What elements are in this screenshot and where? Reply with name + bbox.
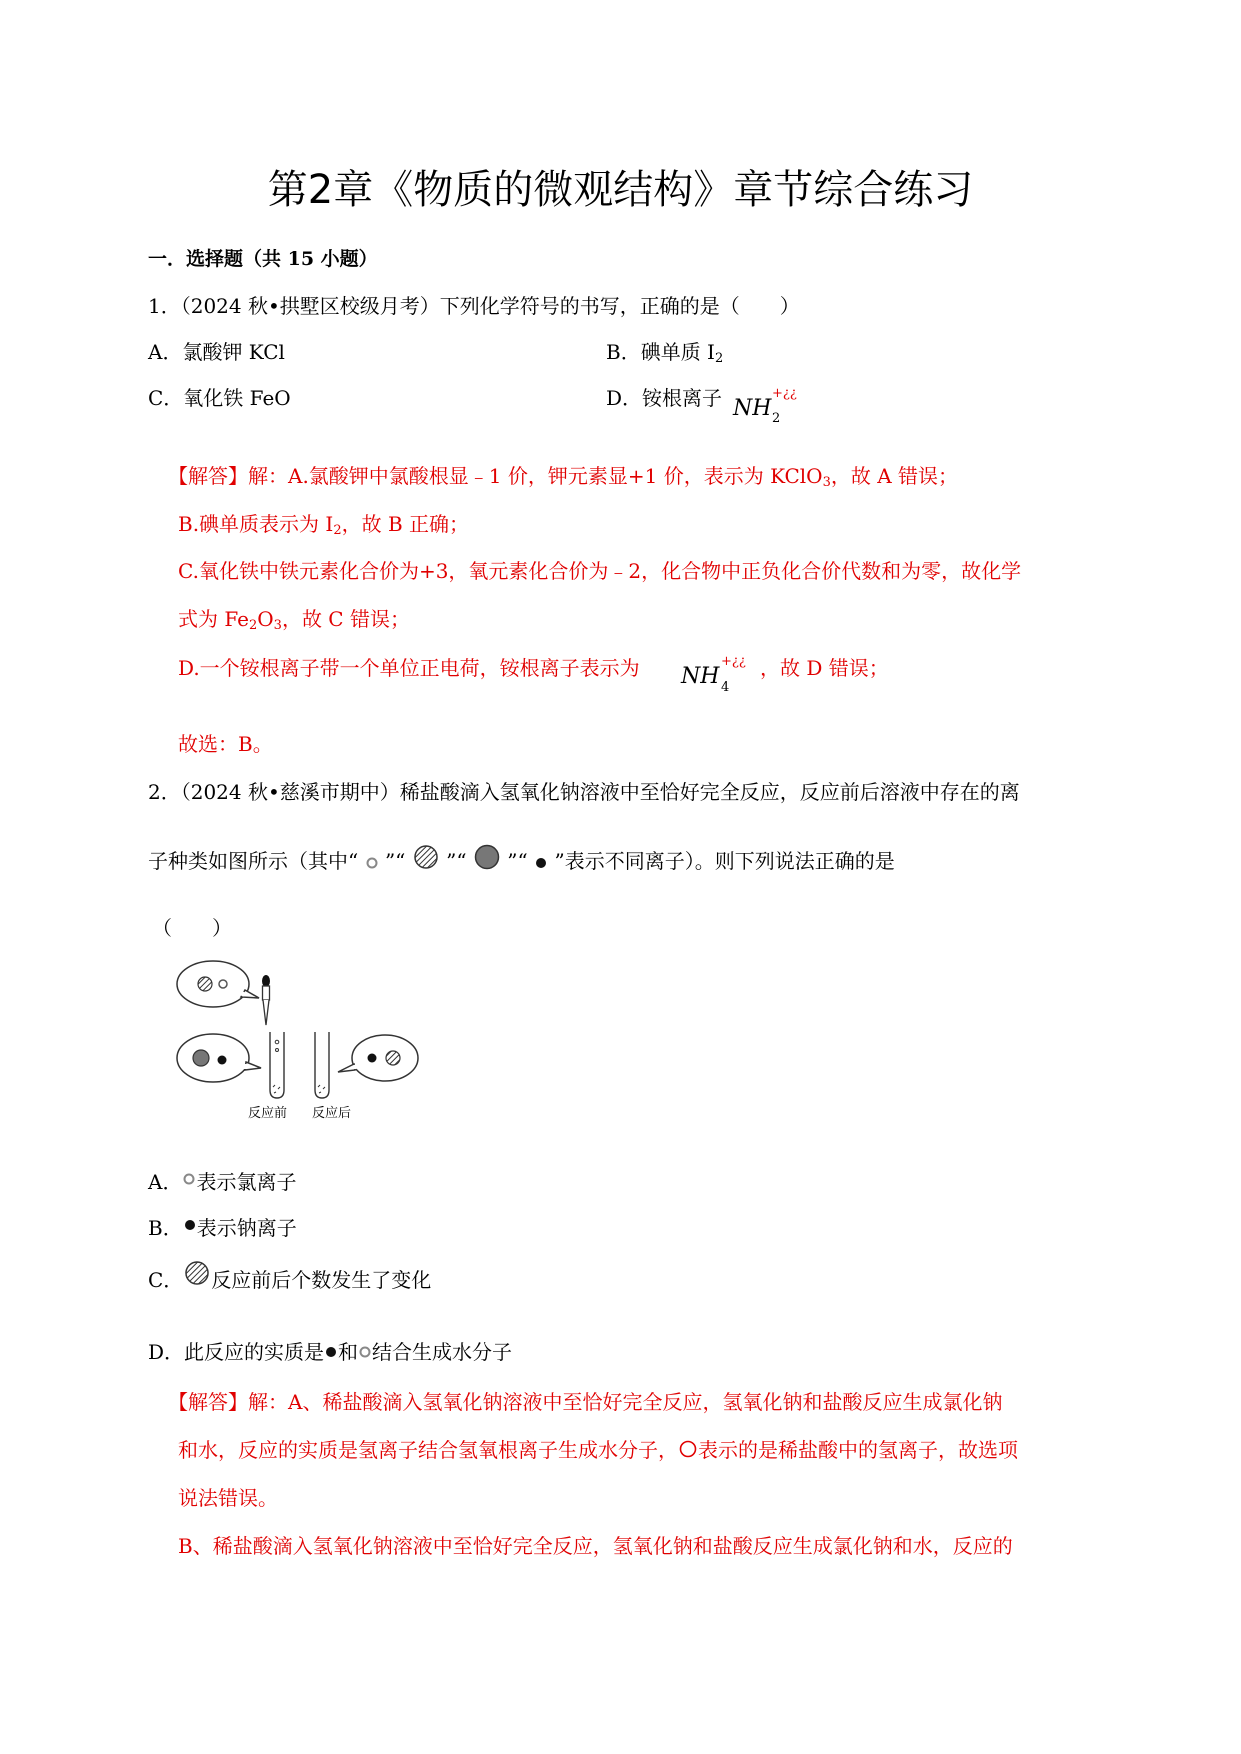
option-a-text: 表示氯离子 bbox=[196, 1170, 297, 1194]
q2-reaction-diagram bbox=[175, 950, 425, 1125]
option-a-prefix: A． bbox=[148, 1170, 183, 1194]
option-c-text: 反应前后个数发生了变化 bbox=[211, 1268, 432, 1292]
answer-a-tail: ，故 A 错误； bbox=[830, 464, 959, 488]
answer-b-sub: 2 bbox=[333, 523, 342, 538]
q1-answer-b bbox=[178, 508, 469, 538]
small-ring-ion-icon bbox=[182, 1172, 196, 1186]
section-heading: 一．选择题（共 15 小题） bbox=[148, 248, 378, 270]
q2-answer-paren: （ ） bbox=[152, 916, 232, 940]
q1-option-b-text: B．碘单质 I bbox=[606, 340, 715, 364]
answer-a-sub: 3 bbox=[822, 475, 831, 490]
small-black-ion-icon bbox=[183, 1218, 197, 1232]
q1-option-d[interactable] bbox=[606, 382, 722, 411]
q2-answer-a-line2 bbox=[178, 1434, 1018, 1463]
small-black-ion-icon bbox=[534, 856, 548, 870]
answer-b-tail: ，故 B 正确； bbox=[341, 512, 470, 536]
answer-c-sub1: 2 bbox=[248, 618, 258, 633]
option-d-text: 结合生成水分子 bbox=[372, 1340, 513, 1364]
label-before-reaction: 反应前 bbox=[248, 1106, 288, 1121]
answer-a2-text: 和水，反应的实质是氢离子结合氢氧根离子生成水分子， bbox=[178, 1438, 678, 1462]
q2-option-c[interactable] bbox=[148, 1264, 431, 1293]
answer-d-text: D.一个铵根离子带一个单位正电荷，铵根离子表示为 bbox=[178, 656, 640, 680]
q1-answer-d-tail: ，故 D 错误； bbox=[760, 656, 889, 680]
q1-option-b[interactable] bbox=[606, 336, 723, 366]
answer-a2-tail: 表示的是稀盐酸中的氢离子，故选项 bbox=[698, 1438, 1018, 1462]
label-after-reaction: 反应后 bbox=[312, 1106, 352, 1121]
q1-option-d-text: D．铵根离子 bbox=[606, 386, 723, 410]
page-title: 第2章《物质的微观结构》章节综合练习 bbox=[267, 167, 974, 213]
q2-option-d[interactable] bbox=[148, 1336, 512, 1365]
q1-option-c[interactable]: C．氧化铁 FeO bbox=[148, 386, 291, 410]
small-ring-ion-icon bbox=[365, 856, 379, 870]
option-b-text: 表示钠离子 bbox=[196, 1216, 297, 1240]
before-ion-bubble bbox=[177, 1034, 261, 1082]
formula-nh: NH bbox=[733, 396, 772, 421]
q2-option-a[interactable] bbox=[148, 1166, 296, 1195]
formula-nh: NH bbox=[681, 664, 720, 689]
formula-superscript: +¿¿ bbox=[721, 654, 746, 669]
q1-answer-a bbox=[168, 460, 958, 490]
answer-b-text: B.碘单质表示为 I bbox=[178, 512, 334, 536]
quote-sep: ”“ bbox=[446, 849, 467, 873]
after-ion-bubble bbox=[338, 1035, 418, 1081]
stem-text: 子种类如图所示（其中“ bbox=[148, 849, 359, 873]
formula-subscript: 4 bbox=[721, 680, 730, 695]
q1-answer-c-line1: C.氧化铁中铁元素化合价为+3，氧元素化合价为﹣2，化合物中正负化合价代数和为零，故化学 bbox=[178, 559, 1022, 583]
stem-text-tail: ”表示不同离子）。则下列说法正确的是 bbox=[554, 849, 895, 873]
answer-tag: 【解答】 bbox=[168, 1390, 248, 1414]
dropper-ion-bubble bbox=[177, 961, 259, 1007]
small-ring-ion-icon bbox=[358, 1345, 372, 1359]
option-d-prefix: D．此反应的实质是 bbox=[148, 1340, 325, 1364]
q2-stem-line2 bbox=[148, 845, 895, 874]
q2-option-b[interactable] bbox=[148, 1212, 297, 1241]
option-d-and: 和 bbox=[338, 1340, 359, 1364]
large-gray-ion-icon bbox=[473, 843, 501, 871]
q1-answer-c-line2 bbox=[178, 603, 410, 633]
hatched-ion-icon bbox=[183, 1259, 211, 1287]
formula-superscript: +¿¿ bbox=[772, 386, 797, 401]
hatched-ion-icon bbox=[412, 843, 440, 871]
answer-c-o: O bbox=[257, 607, 274, 631]
quote-sep: ”“ bbox=[507, 849, 528, 873]
answer-a-text: 解：A、稀盐酸滴入氢氧化钠溶液中至恰好完全反应，氢氧化钠和盐酸反应生成氯化钠 bbox=[248, 1390, 1003, 1414]
formula-subscript: 2 bbox=[772, 411, 781, 426]
q2-answer-a-line1 bbox=[168, 1386, 1002, 1415]
q1-stem: 1．（2024 秋•拱墅区校级月考）下列化学符号的书写，正确的是（ ） bbox=[148, 294, 800, 318]
q1-option-b-subscript: 2 bbox=[714, 351, 724, 366]
q1-answer-d bbox=[178, 652, 640, 681]
option-c-prefix: C． bbox=[148, 1268, 184, 1292]
quote-sep: ”“ bbox=[384, 849, 406, 873]
answer-c-tail: ，故 C 错误； bbox=[281, 607, 410, 631]
answer-tag: 【解答】 bbox=[168, 464, 248, 488]
q2-answer-b-line1: B、稀盐酸滴入氢氧化钠溶液中至恰好完全反应，氢氧化钠和盐酸反应生成氯化钠和水，反应的 bbox=[178, 1534, 1013, 1558]
option-b-prefix: B． bbox=[148, 1216, 183, 1240]
test-tube-after bbox=[315, 1032, 329, 1098]
answer-c-text: 式为 Fe bbox=[178, 607, 249, 631]
q1-answer-choice: 故选：B。 bbox=[178, 732, 273, 756]
test-tube-before bbox=[270, 1032, 284, 1098]
answer-c-sub2: 3 bbox=[273, 618, 282, 633]
q1-option-a[interactable]: A．氯酸钾 KCl bbox=[148, 340, 285, 364]
small-black-ion-icon bbox=[324, 1345, 338, 1359]
q2-answer-a-line3: 说法错误。 bbox=[178, 1486, 278, 1510]
answer-a-text: 解：A.氯酸钾中氯酸根显﹣1 价，钾元素显+1 价，表示为 KClO bbox=[248, 464, 823, 488]
dropper bbox=[262, 975, 270, 1025]
small-ring-ion-icon bbox=[678, 1439, 698, 1459]
q2-stem-line1: 2．（2024 秋•慈溪市期中）稀盐酸滴入氢氧化钠溶液中至恰好完全反应，反应前后溶液中存在的离 bbox=[148, 780, 1020, 804]
